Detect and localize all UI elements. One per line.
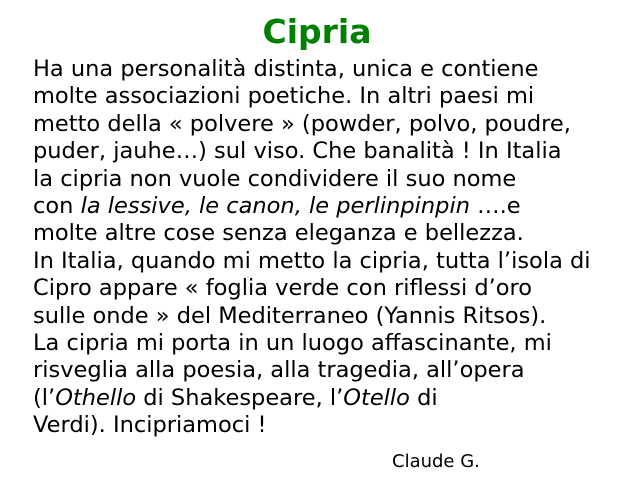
text-line: puder, jauhe…) sul viso. Che banalità ! In Italia bbox=[33, 138, 562, 165]
page-title: Cipria bbox=[262, 12, 372, 51]
italic-text-segment: Othello bbox=[55, 384, 137, 411]
italic-text-segment: la lessive, le canon, le perlinpinpin bbox=[80, 192, 470, 219]
text-line: sulle onde » del Mediterraneo (Yannis Ritsos). bbox=[33, 302, 547, 329]
text-line: Verdi). Incipriamoci ! bbox=[33, 412, 267, 439]
text-line: molte altre cose senza eleganza e bellezza. bbox=[33, 220, 524, 247]
text-line: In Italia, quando mi metto la cipria, tutta l’isola di bbox=[33, 247, 591, 274]
text-line: La cipria mi porta in un luogo affascinante, mi bbox=[33, 329, 552, 356]
body-paragraph bbox=[33, 56, 637, 439]
text-segment: (l’ bbox=[33, 384, 56, 411]
text-segment: ….e bbox=[469, 192, 521, 219]
italic-text-segment: Otello bbox=[343, 384, 410, 411]
text-line: metto della « polvere » (powder, polvo, poudre, bbox=[33, 110, 571, 137]
text-line: molte associazioni poetiche. In altri paesi mi bbox=[33, 83, 535, 110]
text-segment: con bbox=[33, 192, 81, 219]
text-line bbox=[33, 385, 637, 412]
text-segment: di bbox=[409, 384, 438, 411]
text-line: risveglia alla poesia, alla tragedia, all’opera bbox=[33, 357, 525, 384]
text-segment: di Shakespeare, l’ bbox=[136, 384, 344, 411]
text-line: la cipria non vuole condividere il suo nome bbox=[33, 165, 517, 192]
author-signature: Claude G. bbox=[392, 451, 480, 472]
text-line: Cipro appare « foglia verde con riflessi d’oro bbox=[33, 275, 533, 302]
text-line: Ha una personalità distinta, unica e contiene bbox=[33, 56, 539, 82]
text-line bbox=[33, 193, 637, 220]
